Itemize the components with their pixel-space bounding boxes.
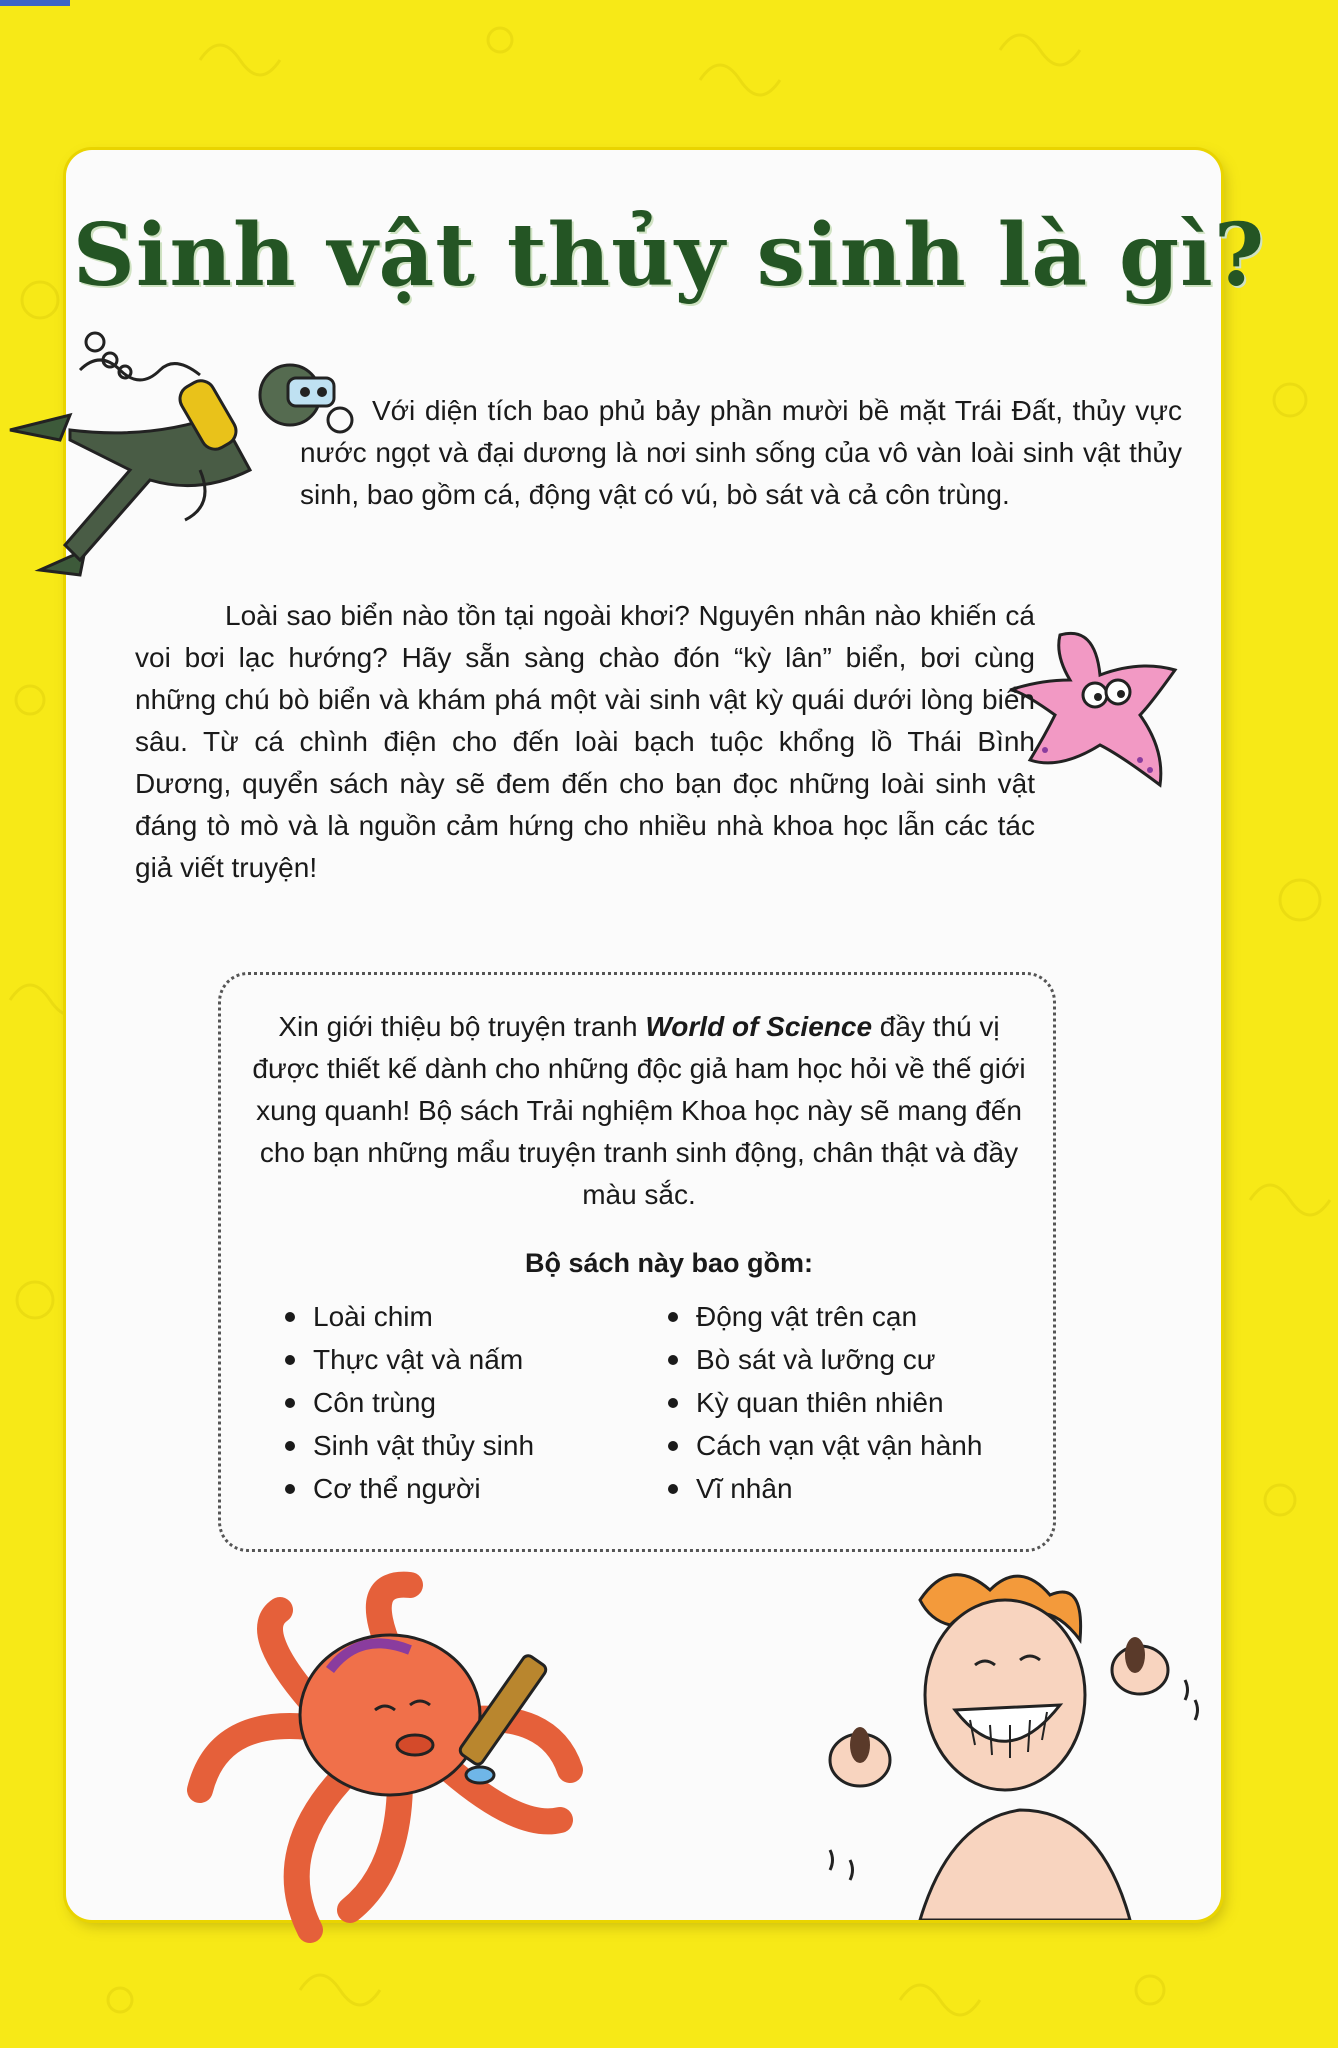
book-list-right xyxy=(668,1295,982,1510)
list-item: Cách vạn vật vận hành xyxy=(668,1424,982,1467)
list-item: Loài chim xyxy=(285,1295,534,1338)
series-intro xyxy=(250,1006,1028,1216)
series-name: World of Science xyxy=(645,1011,873,1042)
intro-paragraph: Với diện tích bao phủ bảy phần mười bề mặt Trái Đất, thủy vực nước ngọt và đại dương là nơi sinh sống của vô vàn loài sinh vật thủy sinh, bao gồm cá, động vật có vú, bò sát và cả côn trùng. xyxy=(300,395,1182,510)
list-item: Vĩ nhân xyxy=(668,1467,982,1510)
list-item: Sinh vật thủy sinh xyxy=(285,1424,534,1467)
list-item: Kỳ quan thiên nhiên xyxy=(668,1381,982,1424)
list-item: Bò sát và lưỡng cư xyxy=(668,1338,982,1381)
list-item: Côn trùng xyxy=(285,1381,534,1424)
list-item: Cơ thể người xyxy=(285,1467,534,1510)
book-list-left xyxy=(285,1295,534,1510)
series-intro-start: Xin giới thiệu bộ truyện tranh xyxy=(278,1011,646,1042)
series-list-heading: Bộ sách này bao gồm: xyxy=(524,1248,814,1278)
boy-with-beetles-illustration xyxy=(800,1560,1200,1920)
list-item: Động vật trên cạn xyxy=(668,1295,982,1338)
list-item: Thực vật và nấm xyxy=(285,1338,534,1381)
series-intro-end: đầy thú vị được thiết kế dành cho những độc giả ham học hỏi về thế giới xung quanh! Bộ sách Trải nghiệm Khoa học này sẽ mang đến cho bạn những mẩu truyện tranh sinh động, chân thật và đầy màu sắc. xyxy=(252,1011,1026,1210)
page-title: Sinh vật thủy sinh là gì? xyxy=(72,205,1266,306)
description-paragraph: Loài sao biển nào tồn tại ngoài khơi? Nguyên nhân nào khiến cá voi bơi lạc hướng? Hãy sẵn sàng chào đón “kỳ lân” biển, bơi cùng những chú bò biển và khám phá một vài sinh vật kỳ quái dưới lòng biển sâu. Từ cá chình điện cho đến loài bạch tuộc khổng lồ Thái Bình Dương, quyển sách này sẽ đem đến cho bạn đọc những loài sinh vật đáng tò mò và là nguồn cảm hứng cho nhiều nhà khoa học lẫn các tác giả viết truyện! xyxy=(135,600,1035,883)
octopus-illustration xyxy=(160,1570,620,1950)
